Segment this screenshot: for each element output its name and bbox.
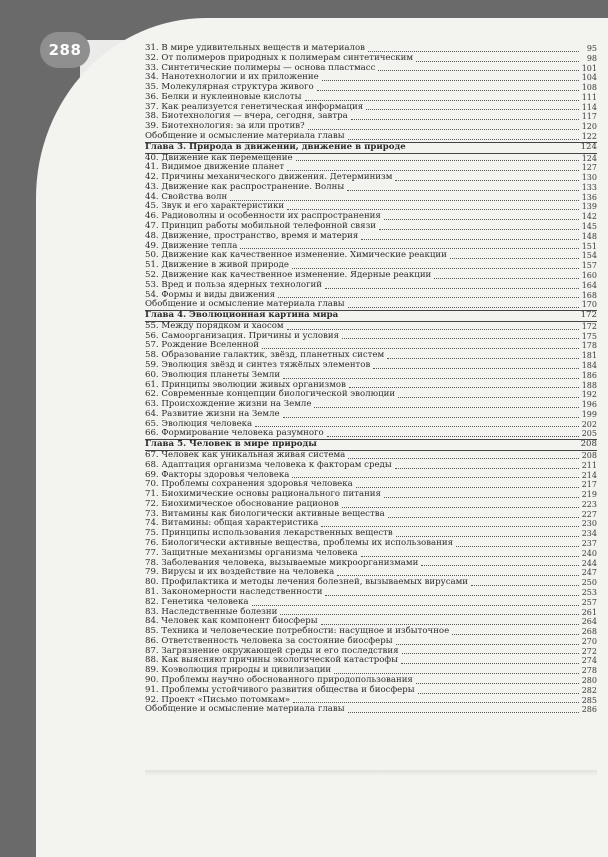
toc-entry-page: 223	[581, 499, 597, 509]
toc-dot-leader	[384, 496, 579, 498]
toc-entry-title: Глава 5. Человек в мире природы	[145, 439, 317, 450]
toc-dot-leader	[402, 652, 579, 654]
toc-entry-page: 268	[581, 627, 597, 637]
toc-entry-title: 31. В мире удивительных веществ и материалов	[145, 42, 366, 53]
toc-entry-page: 95	[586, 43, 597, 53]
toc-dot-leader	[342, 506, 579, 508]
toc-entry-title: 61. Принципы эволюции живых организмов	[145, 379, 346, 390]
toc-entry	[145, 132, 597, 142]
toc-entry-title: 72. Биохимическое обоснование рационов	[145, 498, 339, 509]
toc-dot-leader	[452, 633, 579, 635]
toc-entry-title: 66. Формирование человека разумного	[145, 428, 324, 439]
toc-dot-leader	[348, 711, 579, 713]
toc-entry-page: 142	[581, 212, 597, 222]
toc-entry-title: 34. Нанотехнологии и их приложение	[145, 72, 319, 83]
toc-entry-title: 74. Витамины: общая характеристика	[145, 518, 319, 529]
toc-entry-title: Обобщение и осмысление материала главы	[145, 299, 345, 310]
toc-dot-leader	[471, 584, 579, 586]
toc-entry-page: 253	[581, 587, 597, 597]
toc-entry-page: 114	[581, 102, 597, 112]
toc-entry-page: 247	[581, 568, 597, 578]
toc-entry-title: 32. От полимеров природных к полимерам синтетическим	[145, 52, 414, 63]
toc-dot-leader	[230, 199, 579, 201]
toc-entry-page: 282	[581, 685, 597, 695]
toc-entry-title: 71. Биохимические основы рационального питания	[145, 489, 381, 500]
toc-entry-page: 196	[581, 400, 597, 410]
toc-entry-title: 56. Самоорганизация. Причины и условия	[145, 330, 340, 341]
toc-entry-page: 164	[581, 280, 597, 290]
toc-entry-page: 139	[581, 202, 597, 212]
toc-entry-page: 148	[581, 231, 597, 241]
toc-entry-title: 70. Проблемы сохранения здоровья человека	[145, 479, 353, 490]
page-number-badge: 288	[40, 32, 90, 68]
toc-entry-title: 44. Свойства волн	[145, 191, 228, 202]
toc-chapter-heading	[145, 143, 597, 153]
toc-dot-leader	[348, 138, 579, 140]
toc-chapter-heading	[145, 440, 597, 450]
toc-dot-leader	[287, 169, 579, 171]
toc-entry-title: 75. Принципы использования лекарственных веществ	[145, 528, 393, 539]
toc-entry-page: 168	[581, 290, 597, 300]
toc-entry-page: 133	[581, 182, 597, 192]
toc-entry-title: 77. Защитные механизмы организма человека	[145, 547, 358, 558]
toc-dot-leader	[296, 159, 579, 161]
toc-dot-leader	[396, 535, 579, 537]
toc-entry-page: 98	[586, 53, 597, 63]
toc-entry-title: 80. Профилактика и методы лечения болезней, вызываемых вирусами	[145, 577, 469, 588]
toc-entry-title: 38. Биотехнология — вчера, сегодня, завтра	[145, 111, 348, 122]
toc-entry-title: 91. Проблемы устойчивого развития общества и биосферы	[145, 684, 415, 695]
toc-entry-title: 42. Причины механического движения. Детерминизм	[145, 172, 393, 183]
toc-dot-leader	[287, 208, 579, 210]
toc-entry-page: 257	[581, 597, 597, 607]
toc-entry-title: Обобщение и осмысление материала главы	[145, 704, 345, 715]
toc-entry-page: 117	[581, 112, 597, 122]
toc-entry-page: 122	[581, 132, 597, 142]
toc-entry-title: 63. Происхождение жизни на Земле	[145, 399, 312, 410]
toc-entry-page: 286	[581, 705, 597, 715]
toc-entry-page: 199	[581, 409, 597, 419]
toc-entry-page: 272	[581, 646, 597, 656]
table-of-contents	[145, 44, 597, 715]
toc-entry	[145, 429, 597, 439]
toc-dot-leader	[280, 613, 579, 615]
toc-entry-title: 68. Адаптация организма человека к факторам среды	[145, 459, 392, 470]
toc-dot-leader	[395, 467, 579, 469]
toc-dot-leader	[342, 337, 579, 339]
toc-entry-page: 250	[581, 578, 597, 588]
toc-entry-title: 86. Ответственность человека за состояние биосферы	[145, 635, 393, 646]
toc-entry-title: 87. Загрязнение окружающей среды и его последствия	[145, 645, 399, 656]
toc-entry-page: 237	[581, 539, 597, 549]
toc-dot-leader	[305, 99, 579, 101]
toc-dot-leader	[409, 150, 579, 151]
toc-entry-page: 217	[581, 480, 597, 490]
toc-dot-leader	[287, 328, 579, 330]
toc-entry-page: 280	[581, 675, 597, 685]
toc-dot-leader	[361, 555, 579, 557]
toc-dot-leader	[421, 564, 579, 566]
toc-dot-leader	[416, 60, 579, 62]
toc-entry-page: 214	[581, 470, 597, 480]
toc-dot-leader	[368, 50, 579, 52]
toc-entry	[145, 300, 597, 310]
toc-entry-title: 81. Закономерности наследственности	[145, 586, 323, 597]
toc-dot-leader	[348, 457, 579, 459]
toc-entry-page: 157	[581, 261, 597, 271]
toc-entry-page: 145	[581, 222, 597, 232]
toc-entry-title: 85. Техника и человеческие потребности: насущное и избыточное	[145, 626, 450, 637]
toc-entry-page: 172	[580, 310, 597, 321]
toc-entry-page: 175	[581, 331, 597, 341]
toc-dot-leader	[434, 277, 579, 279]
toc-entry-title: Глава 4. Эволюционная картина мира	[145, 310, 339, 321]
toc-dot-leader	[308, 128, 579, 130]
toc-dot-leader	[262, 347, 579, 349]
toc-entry-page: 244	[581, 558, 597, 568]
toc-dot-leader	[384, 218, 579, 220]
toc-dot-leader	[348, 306, 579, 308]
toc-entry-page: 136	[581, 192, 597, 202]
toc-entry-title: 89. Коэволюция природы и цивилизации	[145, 665, 332, 676]
toc-entry-title: 84. Человек как компонент биосферы	[145, 616, 318, 627]
toc-entry-page: 188	[581, 380, 597, 390]
toc-entry-page: 124	[581, 153, 597, 163]
toc-entry-title: 73. Витамины как биологически активные вещества	[145, 508, 385, 519]
toc-dot-leader	[240, 247, 579, 249]
toc-entry-title: 46. Радиоволны и особенности их распространения	[145, 211, 381, 222]
toc-entry-title: 60. Эволюция планеты Земли	[145, 369, 281, 380]
toc-dot-leader	[341, 318, 578, 319]
toc-entry-title: 82. Генетика человека	[145, 596, 249, 607]
toc-entry-page: 211	[581, 460, 597, 470]
toc-entry-page: 202	[581, 419, 597, 429]
toc-entry-title: 40. Движение как перемещение	[145, 152, 293, 163]
toc-entry-title: 88. Как выясняют причины экологической катастрофы	[145, 655, 398, 666]
toc-entry-page: 120	[581, 122, 597, 132]
toc-entry-page: 130	[581, 173, 597, 183]
toc-entry-page: 104	[581, 73, 597, 83]
toc-entry-title: 59. Эволюция звёзд и синтез тяжёлых элементов	[145, 359, 371, 370]
toc-entry-page: 181	[581, 351, 597, 361]
toc-entry-title: 58. Образование галактик, звёзд, планетных систем	[145, 350, 385, 361]
toc-entry-page: 160	[581, 270, 597, 280]
toc-entry-page: 205	[581, 429, 597, 439]
toc-dot-leader	[388, 516, 579, 518]
toc-entry-page: 127	[581, 163, 597, 173]
toc-entry-page: 230	[581, 519, 597, 529]
toc-entry-title: 36. Белки и нуклеиновые кислоты	[145, 91, 302, 102]
toc-dot-leader	[321, 623, 579, 625]
toc-dot-leader	[361, 238, 579, 240]
toc-dot-leader	[378, 69, 579, 71]
toc-chapter-heading	[145, 311, 597, 321]
toc-entry-title: 48. Движение, пространство, время и материя	[145, 230, 359, 241]
toc-entry-page: 108	[581, 83, 597, 93]
toc-entry-page: 270	[581, 636, 597, 646]
toc-dot-leader	[373, 367, 579, 369]
toc-entry-page: 154	[581, 251, 597, 261]
toc-dot-leader	[325, 287, 579, 289]
toc-entry-page: 208	[580, 439, 597, 450]
toc-entry-title: 51. Движение в живой природе	[145, 260, 289, 271]
toc-entry-title: 76. Биологически активные вещества, проблемы их использования	[145, 538, 454, 549]
toc-entry-title: 50. Движение как качественное изменение. Химические реакции	[145, 250, 447, 261]
toc-dot-leader	[278, 296, 579, 298]
toc-dot-leader	[416, 682, 579, 684]
toc-entry-title: 53. Вред и польза ядерных технологий	[145, 279, 322, 290]
toc-entry-title: Глава 3. Природа в движении, движение в природе	[145, 141, 406, 152]
toc-dot-leader	[252, 604, 579, 606]
toc-entry-page: 111	[581, 92, 597, 102]
toc-dot-leader	[450, 257, 579, 259]
toc-entry-title: 79. Вирусы и их воздействие на человека	[145, 567, 335, 578]
toc-entry-title: 39. Биотехнология: за или против?	[145, 121, 305, 132]
toc-entry-page: 186	[581, 370, 597, 380]
toc-entry-title: 47. Принцип работы мобильной телефонной связи	[145, 221, 376, 232]
toc-entry-title: 78. Заболевания человека, вызываемые микроорганизмами	[145, 557, 419, 568]
toc-dot-leader	[387, 357, 579, 359]
toc-dot-leader	[255, 425, 579, 427]
toc-entry-title: 64. Развитие жизни на Земле	[145, 408, 280, 419]
toc-entry-title: 65. Эволюция человека	[145, 418, 253, 429]
toc-entry-title: 55. Между порядком и хаосом	[145, 320, 284, 331]
toc-entry-title: 45. Звук и его характеристики	[145, 201, 285, 212]
toc-entry-page: 227	[581, 509, 597, 519]
toc-entry-title: 33. Синтетические полимеры — основа пластмасс	[145, 62, 376, 73]
toc-dot-leader	[283, 416, 579, 418]
toc-dot-leader	[334, 672, 579, 674]
toc-dot-leader	[322, 79, 579, 81]
toc-entry-title: 57. Рождение Вселенной	[145, 340, 260, 351]
toc-entry	[145, 705, 597, 715]
toc-dot-leader	[456, 545, 579, 547]
toc-dot-leader	[351, 118, 579, 120]
toc-entry-title: 35. Молекулярная структура живого	[145, 82, 314, 93]
toc-entry-page: 192	[581, 390, 597, 400]
toc-entry-page: 124	[580, 141, 597, 152]
toc-dot-leader	[292, 267, 579, 269]
toc-entry-page: 261	[581, 607, 597, 617]
page-bottom-shade	[145, 770, 597, 776]
toc-dot-leader	[314, 406, 579, 408]
toc-entry-page: 285	[581, 695, 597, 705]
toc-entry-title: 69. Факторы здоровья человека	[145, 469, 290, 480]
toc-dot-leader	[379, 228, 579, 230]
toc-dot-leader	[325, 594, 579, 596]
toc-entry-page: 170	[581, 300, 597, 310]
toc-dot-leader	[356, 486, 579, 488]
toc-entry-page: 178	[581, 341, 597, 351]
toc-entry-title: 52. Движение как качественное изменение. Ядерные реакции	[145, 269, 432, 280]
toc-entry-page: 151	[581, 241, 597, 251]
toc-entry-page: 208	[581, 451, 597, 461]
toc-entry-title: 43. Движение как распространение. Волны	[145, 181, 345, 192]
toc-entry-title: 41. Видимое движение планет	[145, 162, 285, 173]
toc-dot-leader	[401, 662, 579, 664]
toc-entry-page: 184	[581, 360, 597, 370]
toc-entry-title: 37. Как реализуется генетическая информация	[145, 101, 364, 112]
toc-entry-title: Обобщение и осмысление материала главы	[145, 131, 345, 142]
toc-entry-page: 274	[581, 656, 597, 666]
toc-entry-title: 83. Наследственные болезни	[145, 606, 278, 617]
toc-entry-title: 92. Проект «Письмо потомкам»	[145, 694, 291, 705]
toc-entry-page: 172	[581, 321, 597, 331]
toc-entry-page: 219	[581, 490, 597, 500]
toc-entry-page: 278	[581, 666, 597, 676]
toc-dot-leader	[327, 435, 579, 437]
toc-dot-leader	[366, 108, 579, 110]
toc-entry-title: 49. Движение тепла	[145, 240, 238, 251]
toc-entry-title: 62. Современные концепции биологической эволюции	[145, 389, 396, 400]
toc-dot-leader	[283, 377, 579, 379]
toc-entry-page: 240	[581, 548, 597, 558]
toc-entry-page: 101	[581, 63, 597, 73]
toc-entry-page: 264	[581, 617, 597, 627]
toc-entry-page: 234	[581, 529, 597, 539]
toc-entry-title: 54. Формы и виды движения	[145, 289, 276, 300]
toc-entry-title: 67. Человек как уникальная живая система	[145, 450, 346, 461]
toc-dot-leader	[395, 179, 579, 181]
toc-dot-leader	[396, 643, 579, 645]
toc-dot-leader	[320, 447, 579, 448]
toc-entry-title: 90. Проблемы научно обоснованного природопользования	[145, 674, 413, 685]
toc-dot-leader	[337, 574, 579, 576]
toc-dot-leader	[347, 189, 579, 191]
toc-dot-leader	[398, 396, 579, 398]
toc-dot-leader	[418, 692, 579, 694]
toc-dot-leader	[317, 89, 579, 91]
toc-dot-leader	[321, 525, 579, 527]
